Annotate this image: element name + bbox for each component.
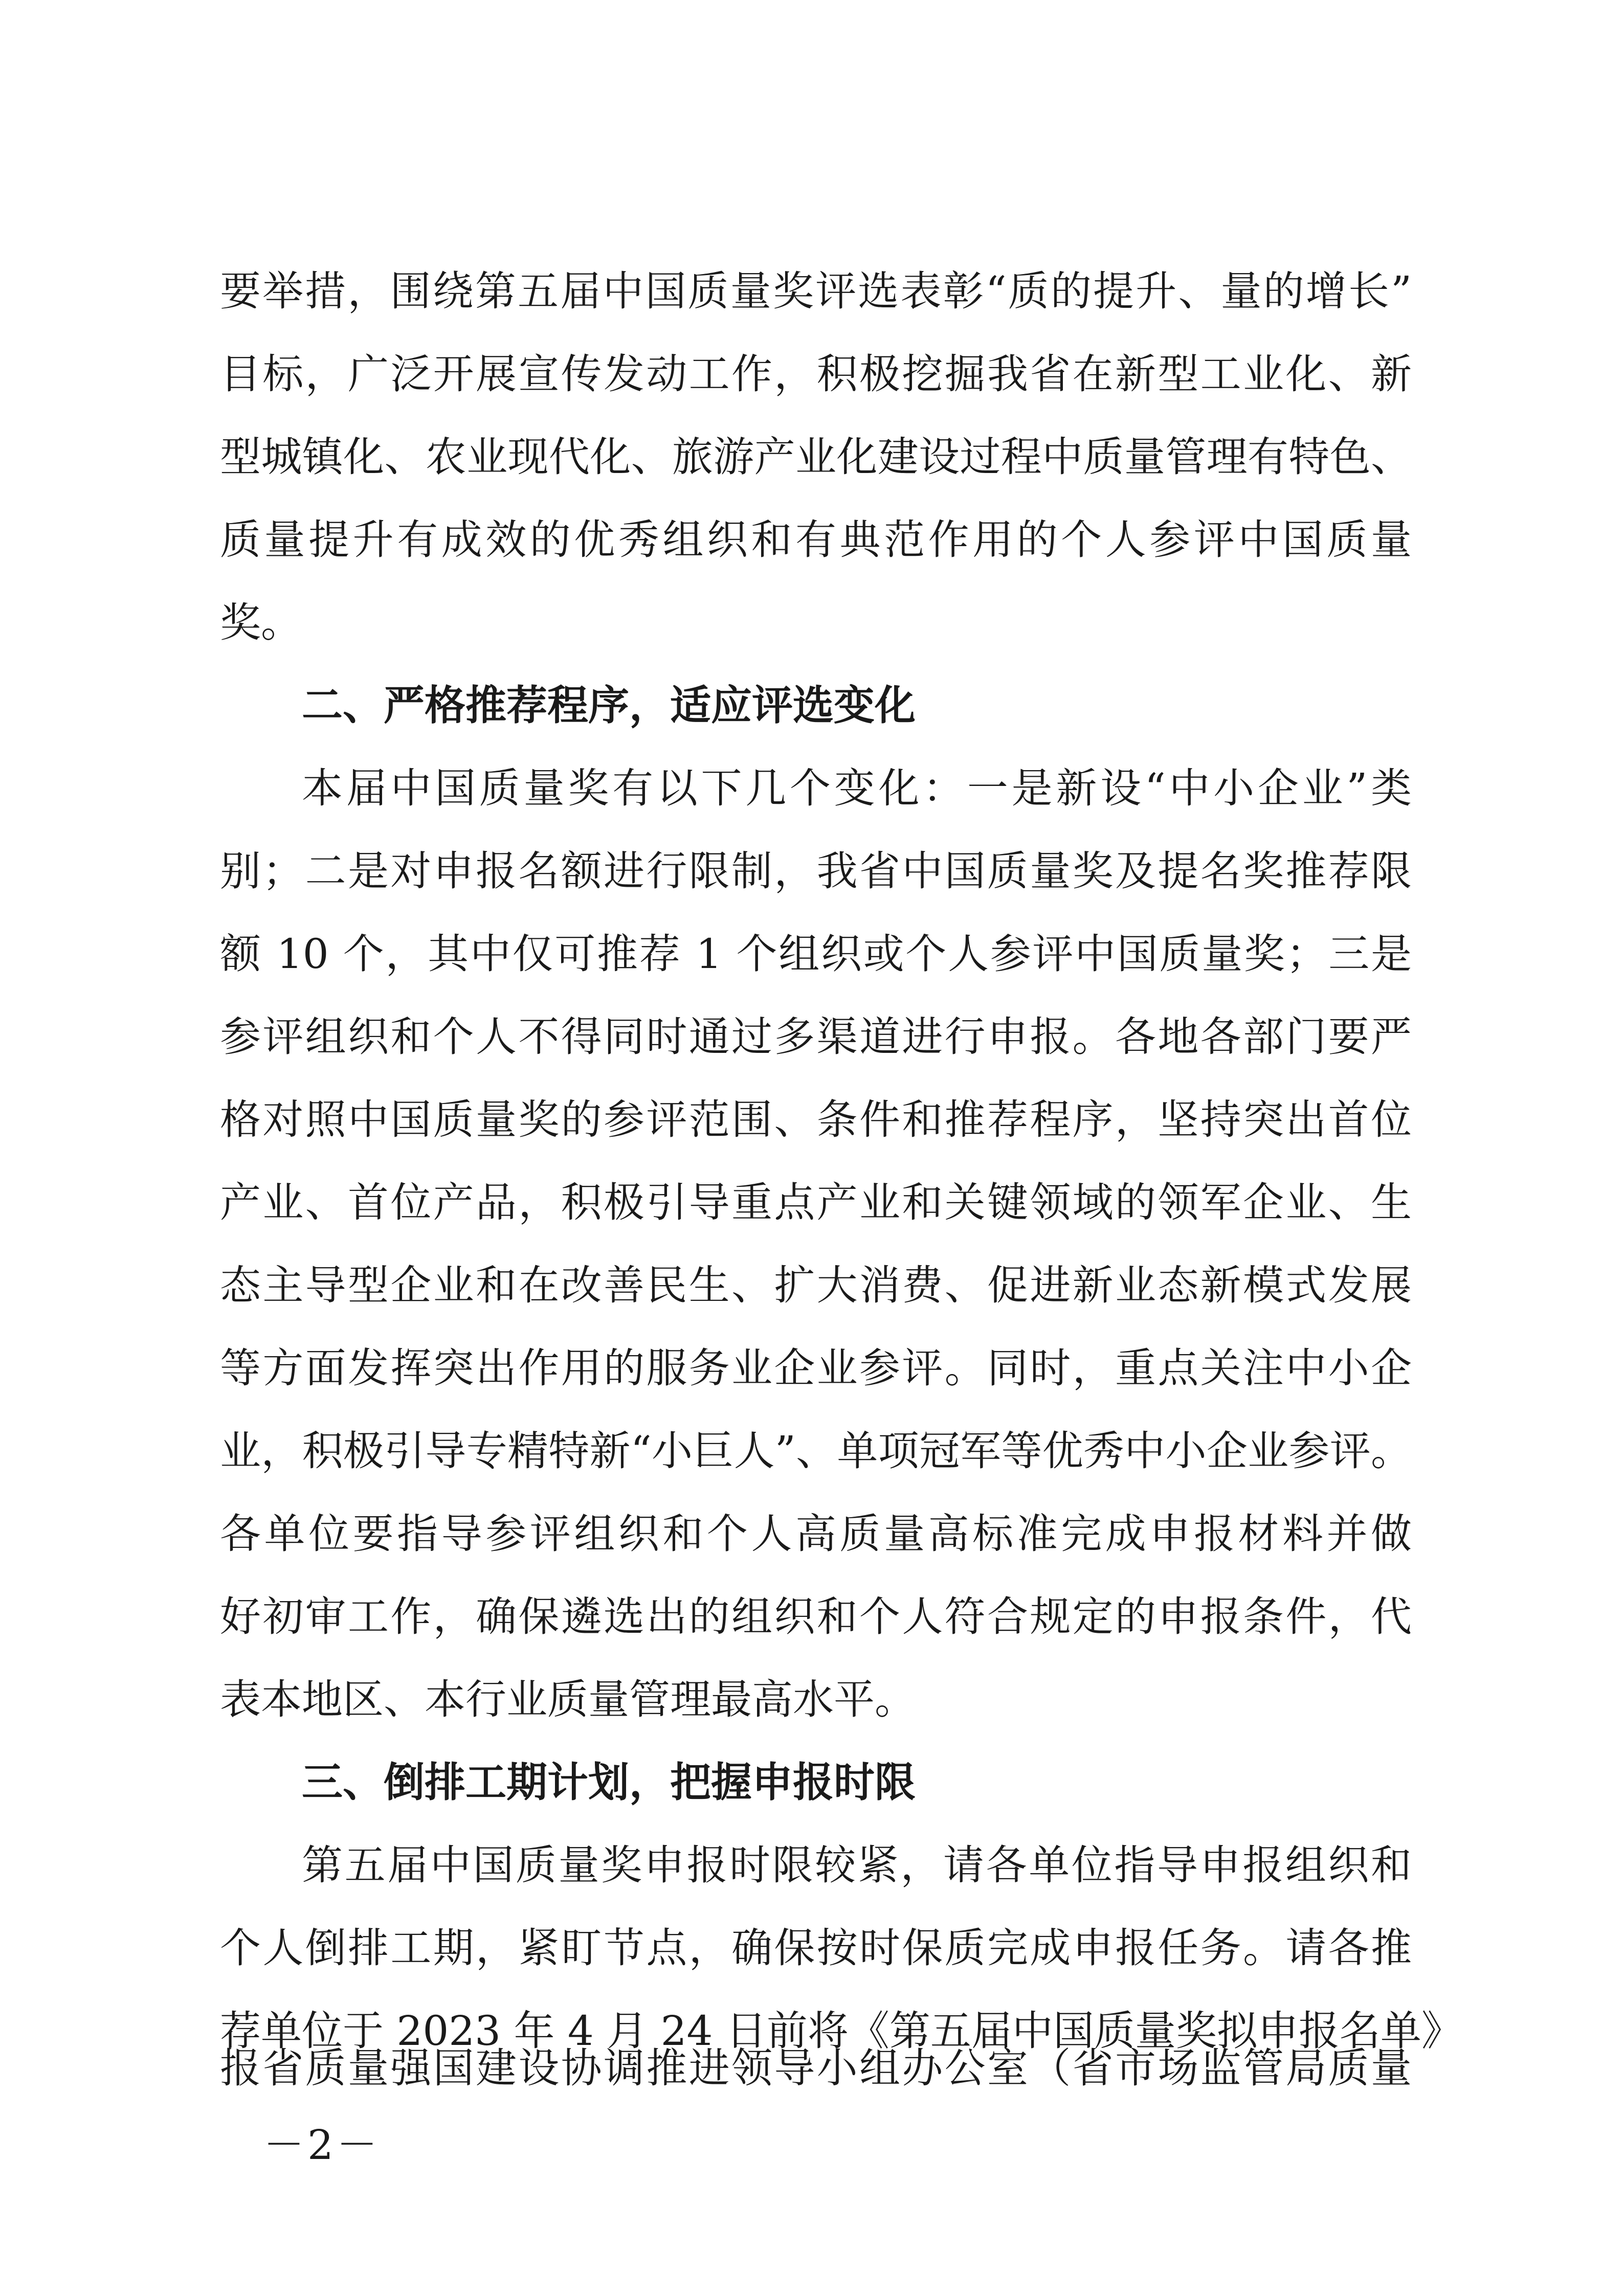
text-line: 等方面发挥突出作用的服务业企业参评。同时，重点关注中小企	[220, 1344, 1412, 1392]
text-line: 荐单位于 2023 年 4 月 24 日前将《第五届中国质量奖拟申报名单》	[220, 2007, 1462, 2055]
text-line: 态主导型企业和在改善民生、扩大消费、促进新业态新模式发展	[220, 1262, 1412, 1309]
text-line: 格对照中国质量奖的参评范围、条件和推荐程序，坚持突出首位	[220, 1096, 1412, 1143]
text-line: 型城镇化、农业现代化、旅游产业化建设过程中质量管理有特色、	[220, 433, 1412, 481]
text-line: 奖。	[220, 599, 302, 646]
text-line: 目标，广泛开展宣传发动工作，积极挖掘我省在新型工业化、新	[220, 350, 1412, 398]
text-line: 报省质量强国建设协调推进领导小组办公室（省市场监管局质量	[220, 2044, 1412, 2092]
section-heading: 二、严格推荐程序，适应评选变化	[302, 682, 916, 729]
text-line: 要举措，围绕第五届中国质量奖评选表彰“质的提升、量的增长”	[220, 267, 1412, 315]
text-line: 本届中国质量奖有以下几个变化：一是新设“中小企业”类	[302, 764, 1412, 812]
text-line: 业，积极引导专精特新“小巨人”、单项冠军等优秀中小企业参评。	[220, 1427, 1412, 1475]
section-heading: 三、倒排工期计划，把握申报时限	[302, 1759, 916, 1806]
text-line: 产业、首位产品，积极引导重点产业和关键领域的领军企业、生	[220, 1179, 1412, 1226]
text-line: 个人倒排工期，紧盯节点，确保按时保质完成申报任务。请各推	[220, 1924, 1412, 1972]
text-line: 额 10 个，其中仅可推荐 1 个组织或个人参评中国质量奖；三是	[220, 930, 1412, 978]
page-number: －2－	[263, 2121, 381, 2169]
text-line: 参评组织和个人不得同时通过多渠道进行申报。各地各部门要严	[220, 1013, 1412, 1061]
text-line: 别；二是对申报名额进行限制，我省中国质量奖及提名奖推荐限	[220, 847, 1412, 895]
text-line: 表本地区、本行业质量管理最高水平。	[220, 1676, 916, 1723]
text-line: 好初审工作，确保遴选出的组织和个人符合规定的申报条件，代	[220, 1593, 1412, 1640]
text-line: 各单位要指导参评组织和个人高质量高标准完成申报材料并做	[220, 1510, 1412, 1558]
text-line: 第五届中国质量奖申报时限较紧，请各单位指导申报组织和	[302, 1841, 1412, 1889]
text-line: 质量提升有成效的优秀组织和有典范作用的个人参评中国质量	[220, 516, 1412, 564]
